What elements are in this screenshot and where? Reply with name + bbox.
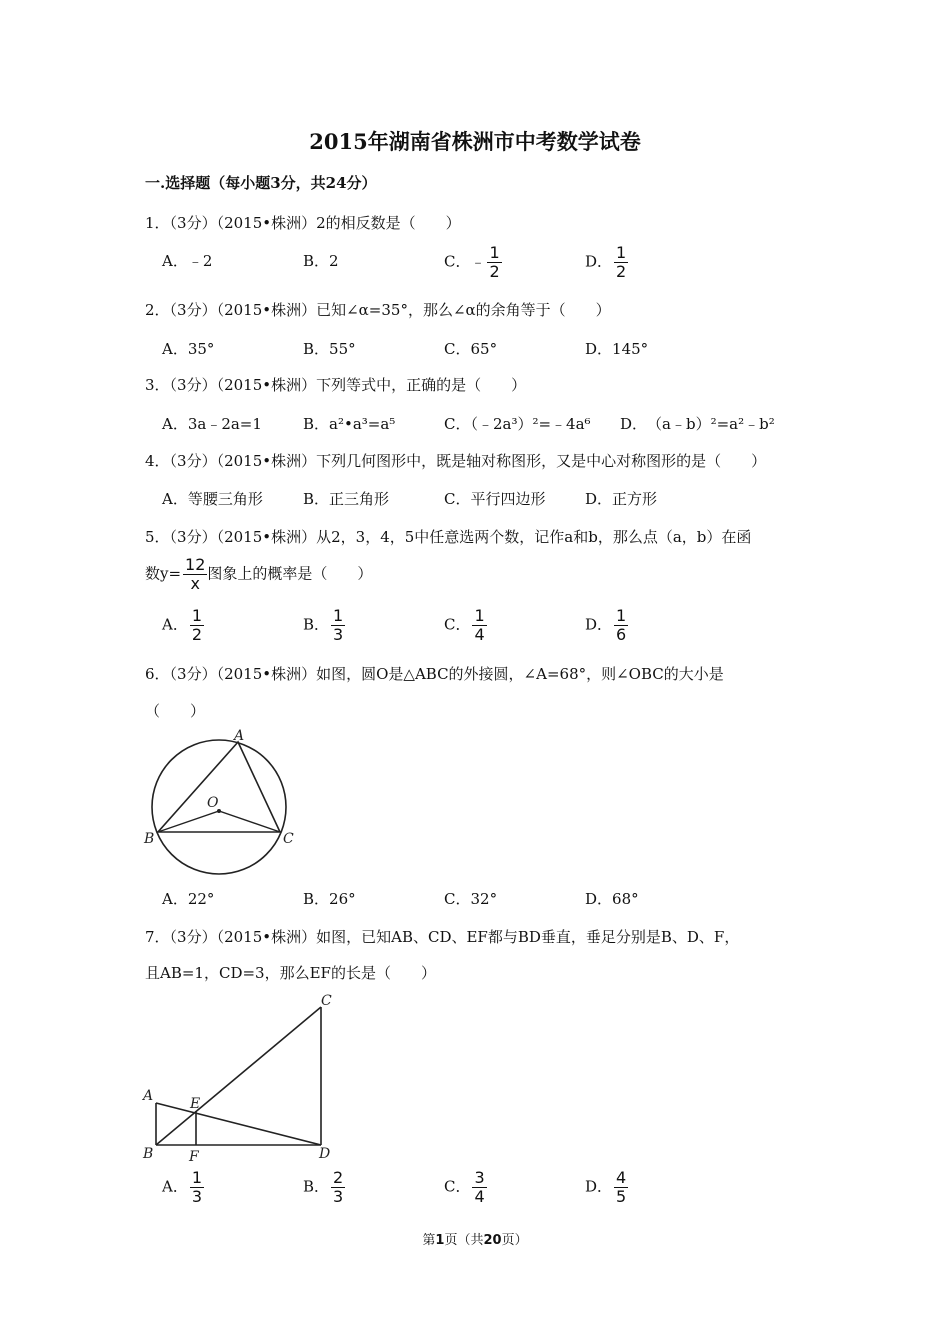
fraction-denominator: 6 — [616, 625, 627, 644]
fraction-numerator: 2 — [333, 1168, 344, 1187]
q7-option-b-fraction — [331, 1169, 345, 1206]
q4-option-d[interactable]: D．正方形 — [585, 490, 658, 508]
q2-option-d[interactable]: D．145° — [585, 340, 649, 358]
fraction-denominator: 2 — [489, 262, 500, 281]
fraction-numerator: 1 — [474, 606, 485, 625]
fraction-numerator: 12 — [185, 555, 206, 574]
q5-option-b-fraction — [331, 607, 345, 644]
question-5-stem: 5．（3分）（2015•株洲）从2，3，4，5中任意选两个数，记作a和b，那么点（a，b）在函 — [145, 528, 752, 546]
label-b: B — [143, 1146, 154, 1162]
page-title: 2015年湖南省株洲市中考数学试卷 — [309, 129, 641, 154]
label-e: E — [190, 1096, 201, 1112]
label-b: B — [144, 831, 155, 847]
q5-option-d[interactable] — [585, 607, 628, 644]
q7-option-c-fraction — [472, 1169, 486, 1206]
q1-option-c-fraction — [487, 244, 501, 281]
label-c: C — [321, 993, 332, 1009]
footer-mid: 页（共 — [444, 1233, 484, 1248]
perpendicular-lines-figure — [140, 990, 340, 1165]
option-prefix: C． — [444, 1177, 471, 1196]
label-a: A — [234, 728, 245, 744]
footer-prefix: 第 — [422, 1233, 436, 1248]
q5-stem2-prefix: 数y= — [145, 564, 182, 583]
q3-option-a[interactable]: A．3a﹣2a=1 — [162, 415, 262, 433]
fraction-denominator: 5 — [616, 1187, 627, 1206]
fraction-denominator: 3 — [191, 1187, 203, 1206]
circle-triangle-figure — [140, 725, 300, 885]
fraction-numerator: 1 — [616, 606, 627, 625]
fraction-denominator: 4 — [474, 1187, 485, 1206]
q2-option-b[interactable]: B．55° — [303, 340, 356, 358]
q6-option-a[interactable]: A．22° — [162, 890, 215, 908]
fraction-denominator: 3 — [333, 625, 344, 644]
q1-option-d-prefix: D． — [585, 252, 613, 271]
q5-option-d-fraction — [614, 607, 628, 644]
q3-option-b[interactable]: B．a²•a³=a⁵ — [303, 415, 396, 433]
q5-option-b[interactable] — [303, 607, 345, 644]
fraction-denominator: 4 — [474, 625, 485, 644]
label-o: O — [207, 795, 219, 811]
q5-option-a[interactable] — [162, 607, 204, 644]
q7-option-a[interactable] — [162, 1169, 204, 1206]
q7-option-d-fraction — [614, 1169, 628, 1206]
question-2-stem: 2．（3分）（2015•株洲）已知∠α=35°，那么∠α的余角等于（ ） — [145, 301, 611, 319]
q5-option-c-fraction — [472, 607, 486, 644]
fraction-denominator: 2 — [191, 625, 203, 644]
fraction-numerator: 4 — [616, 1168, 627, 1187]
q5-option-a-fraction — [190, 607, 204, 644]
option-prefix: D． — [585, 1177, 613, 1196]
footer-total-pages: 20 — [483, 1233, 502, 1248]
q3-option-c[interactable]: C．（﹣2a³）²=﹣4a⁶ — [444, 415, 591, 433]
circumcircle — [152, 740, 286, 874]
fraction-numerator: 1 — [616, 243, 627, 262]
q5-function-fraction — [183, 556, 207, 593]
fraction-numerator: 1 — [191, 606, 203, 625]
q5-option-c[interactable] — [444, 607, 487, 644]
radii-ob-oc — [158, 811, 280, 832]
q6-option-d[interactable]: D．68° — [585, 890, 639, 908]
q4-option-c[interactable]: C．平行四边形 — [444, 490, 546, 508]
page-footer — [0, 1229, 950, 1248]
option-prefix: A． — [162, 1177, 188, 1196]
q7-option-d[interactable] — [585, 1169, 628, 1206]
q2-option-a[interactable]: A．35° — [162, 340, 215, 358]
q1-option-c-prefix: C．﹣ — [444, 252, 486, 271]
option-prefix: B． — [303, 615, 330, 634]
q3-option-d[interactable]: D． （a﹣b）²=a²﹣b² — [620, 415, 775, 433]
question-6-stem: 6．（3分）（2015•株洲）如图，圆O是△ABC的外接圆，∠A=68°，则∠OBC的大小是 — [145, 665, 724, 683]
label-d: D — [319, 1146, 331, 1162]
q2-option-c[interactable]: C．65° — [444, 340, 498, 358]
q6-option-b[interactable]: B．26° — [303, 890, 356, 908]
fraction-denominator: x — [190, 574, 200, 593]
fraction-denominator: 2 — [616, 262, 627, 281]
fraction-numerator: 1 — [191, 1168, 203, 1187]
fraction-numerator: 1 — [489, 243, 500, 262]
question-7-stem: 7．（3分）（2015•株洲）如图，已知AB、CD、EF都与BD垂直，垂足分别是B、D、F， — [145, 928, 740, 946]
option-prefix: C． — [444, 615, 471, 634]
fraction-denominator: 3 — [333, 1187, 344, 1206]
option-prefix: A． — [162, 615, 188, 634]
q1-option-c[interactable] — [444, 244, 502, 281]
q5-stem2-suffix: 图象上的概率是（ ） — [207, 564, 373, 583]
question-6-stem-line2: （ ） — [145, 702, 206, 720]
q4-option-a[interactable]: A．等腰三角形 — [162, 490, 263, 508]
option-prefix: B． — [303, 1177, 330, 1196]
question-3-stem: 3．（3分）（2015•株洲）下列等式中，正确的是（ ） — [145, 376, 527, 394]
section-heading: 一.选择题（每小题3分，共24分） — [145, 174, 377, 192]
q1-option-b[interactable]: B．2 — [303, 252, 339, 270]
question-4-stem: 4．（3分）（2015•株洲）下列几何图形中，既是轴对称图形，又是中心对称图形的是（ ） — [145, 452, 767, 470]
q1-option-d-fraction — [614, 244, 628, 281]
label-a: A — [143, 1088, 154, 1104]
question-7-stem-line2: 且AB=1，CD=3，那么EF的长是（ ） — [145, 964, 436, 982]
question-5-stem-line2 — [145, 556, 372, 593]
q4-option-b[interactable]: B．正三角形 — [303, 490, 390, 508]
q7-option-c[interactable] — [444, 1169, 487, 1206]
label-c: C — [283, 831, 294, 847]
footer-page-number: 1 — [435, 1233, 445, 1248]
question-1-stem: 1．（3分）（2015•株洲）2的相反数是（ ） — [145, 214, 461, 232]
q6-option-c[interactable]: C．32° — [444, 890, 498, 908]
option-prefix: D． — [585, 615, 613, 634]
fraction-numerator: 1 — [333, 606, 344, 625]
q1-option-d[interactable] — [585, 244, 628, 281]
q7-option-b[interactable] — [303, 1169, 345, 1206]
q7-option-a-fraction — [190, 1169, 204, 1206]
footer-suffix: 页） — [501, 1233, 528, 1248]
fraction-numerator: 3 — [474, 1168, 485, 1187]
label-f: F — [189, 1149, 199, 1165]
q1-option-a[interactable]: A．﹣2 — [162, 252, 213, 270]
